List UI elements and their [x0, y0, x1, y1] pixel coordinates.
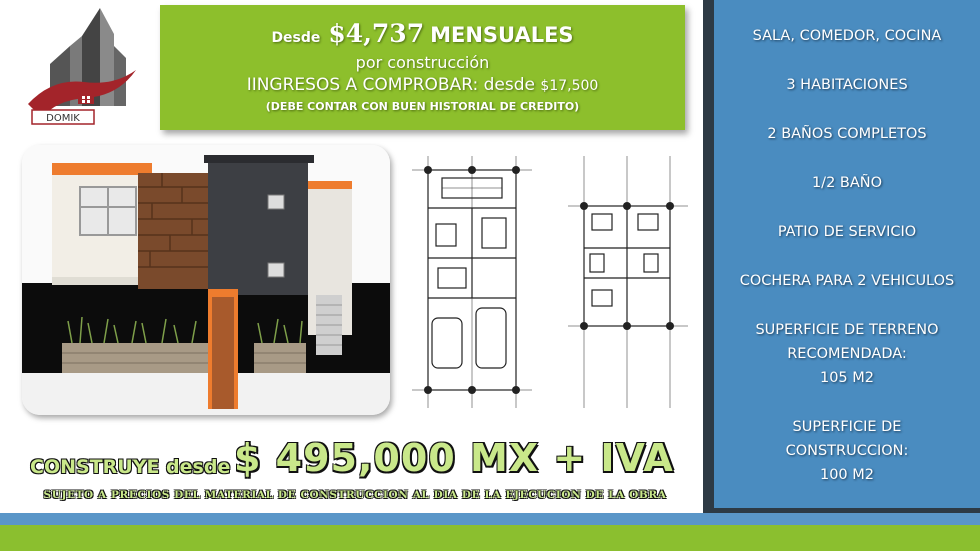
logo-wordmark: DOMIK	[46, 113, 80, 124]
feature-item: 105 M2	[819, 370, 875, 386]
features-panel	[714, 0, 980, 508]
income-desde: desde	[483, 75, 535, 95]
income-value: $17,500	[540, 78, 599, 94]
income-label: IINGRESOS A COMPROBAR:	[246, 75, 479, 95]
period-label: MENSUALES	[430, 23, 574, 47]
offer-label: CONSTRUYE desde	[30, 456, 231, 478]
construction-label: por construcción	[355, 53, 490, 72]
feature-list	[714, 24, 980, 487]
feature-item: 2 BAÑOS COMPLETOS	[767, 126, 927, 142]
feature-item: RECOMENDADA:	[787, 346, 907, 362]
domik-logo	[22, 6, 140, 130]
desde-label: Desde	[271, 30, 321, 46]
footer-bar-green	[0, 525, 980, 551]
feature-item: 100 M2	[819, 467, 875, 483]
floor-plan-drawing	[560, 148, 698, 416]
construction-offer	[22, 436, 702, 486]
house-render-image	[22, 145, 390, 415]
feature-item: 1/2 BAÑO	[811, 175, 883, 191]
feature-item: SUPERFICIE DE TERRENO	[755, 322, 939, 338]
ground-floor-plan	[402, 148, 542, 416]
feature-item: SUPERFICIE DE	[792, 419, 902, 435]
feature-item: COCHERA PARA 2 VEHICULOS	[739, 273, 955, 289]
credit-note: (DEBE CONTAR CON BUEN HISTORIAL DE CREDITO)	[265, 100, 580, 113]
offer-price: $ 495,000 MX + IVA	[234, 436, 674, 480]
floor-plan-drawing	[402, 148, 542, 416]
house-logo-icon	[22, 6, 140, 130]
monthly-payment-banner	[160, 5, 685, 130]
house-illustration	[22, 145, 390, 415]
upper-floor-plan	[560, 148, 698, 416]
feature-item: SALA, COMEDOR, COCINA	[752, 28, 942, 44]
feature-item: CONSTRUCCION:	[785, 443, 909, 459]
feature-item: 3 HABITACIONES	[786, 77, 908, 93]
feature-item: PATIO DE SERVICIO	[777, 224, 917, 240]
price-disclaimer: SUJETO A PRECIOS DEL MATERIAL DE CONSTRUCCION AL DIA DE LA EJECUCION DE LA OBRA	[43, 489, 667, 501]
monthly-price: $4,737	[328, 19, 425, 48]
footer-bar-blue	[0, 513, 980, 525]
